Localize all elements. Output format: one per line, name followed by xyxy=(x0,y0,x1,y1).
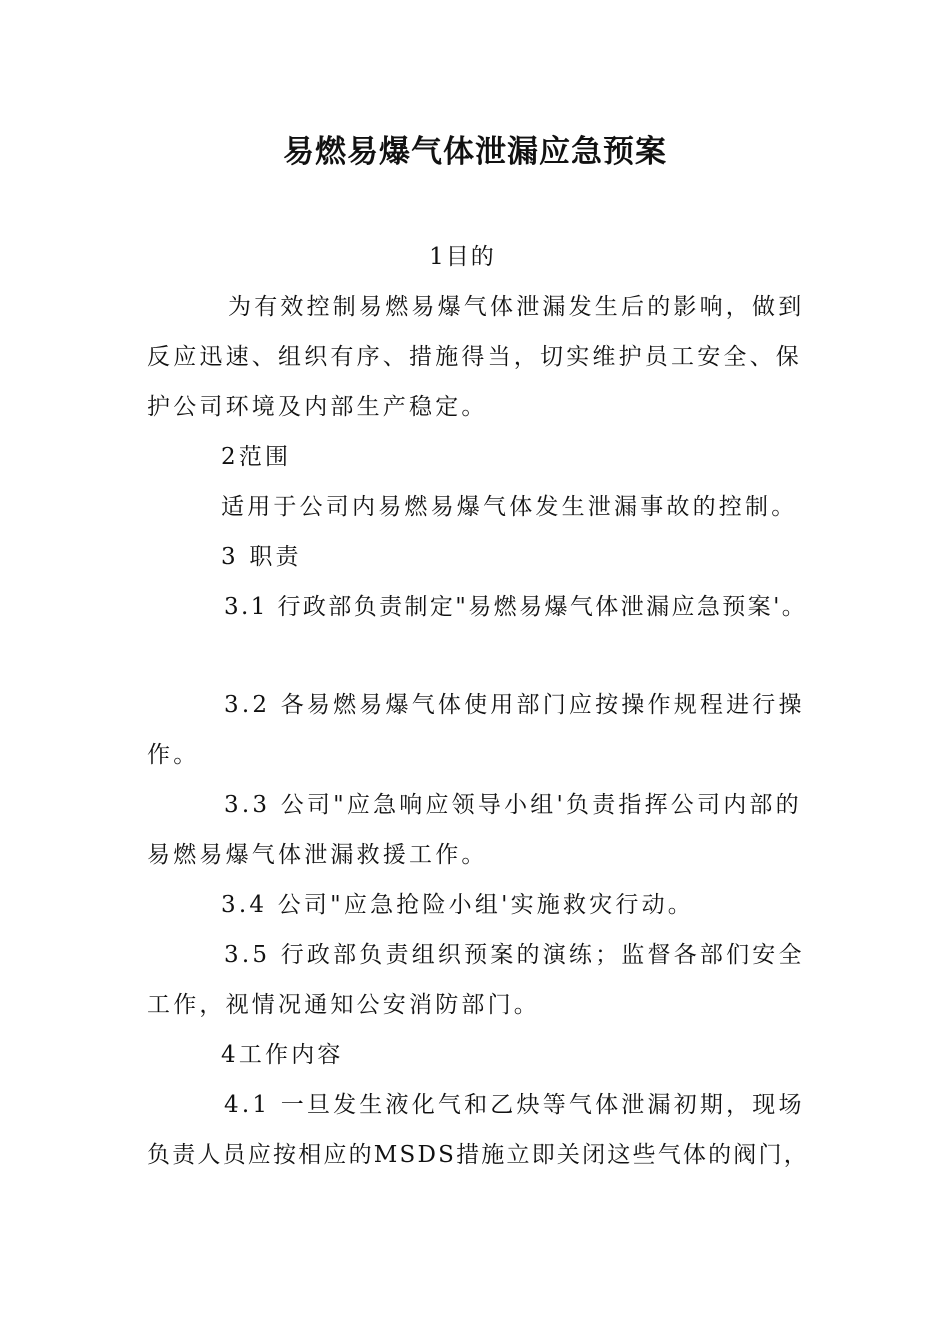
section-heading-scope: 2范围 xyxy=(221,444,292,470)
paragraph-line: 为有效控制易燃易爆气体泄漏发生后的影响，做到 xyxy=(228,294,805,320)
document-title: 易燃易爆气体泄漏应急预案 xyxy=(283,134,667,170)
paragraph-line: 适用于公司内易燃易爆气体发生泄漏事故的控制。 xyxy=(221,494,798,520)
section-heading-work-content: 4工作内容 xyxy=(221,1042,344,1068)
paragraph-line: 3.4 公司"应急抢险小组'实施救灾行动。 xyxy=(221,892,694,918)
section-heading-duties: 3 职责 xyxy=(221,544,302,570)
section-heading-purpose: 1目的 xyxy=(429,244,496,270)
paragraph-line: 3.1 行政部负责制定"易燃易爆气体泄漏应急预案'。 xyxy=(224,594,808,620)
paragraph-line: 易燃易爆气体泄漏救援工作。 xyxy=(147,842,488,868)
paragraph-line: 4.1 一旦发生液化气和乙炔等气体泄漏初期，现场 xyxy=(224,1092,805,1118)
paragraph-line: 作。 xyxy=(147,742,200,768)
paragraph-line: 3.3 公司"应急响应领导小组'负责指挥公司内部的 xyxy=(224,792,802,818)
paragraph-line: 负责人员应按相应的MSDS措施立即关闭这些气体的阀门， xyxy=(147,1142,809,1168)
paragraph-line: 3.2 各易燃易爆气体使用部门应按操作规程进行操 xyxy=(224,692,805,718)
paragraph-line: 3.5 行政部负责组织预案的演练；监督各部们安全 xyxy=(224,942,805,968)
paragraph-line: 护公司环境及内部生产稳定。 xyxy=(147,394,488,420)
paragraph-line: 反应迅速、组织有序、措施得当，切实维护员工安全、保 xyxy=(147,344,802,370)
paragraph-line: 工作，视情况通知公安消防部门。 xyxy=(147,992,540,1018)
